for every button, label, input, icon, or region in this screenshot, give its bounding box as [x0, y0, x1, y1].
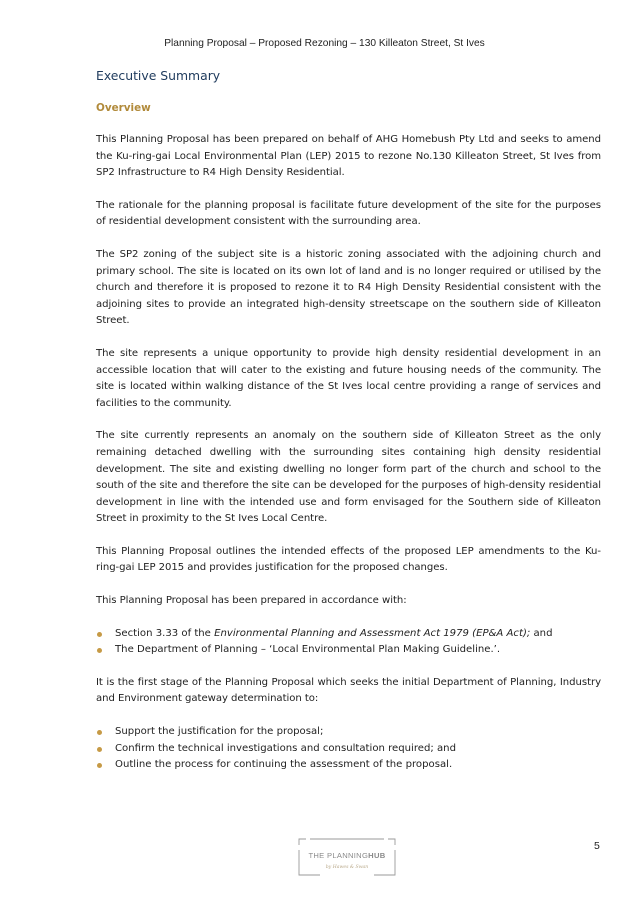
logo-wordmark: [298, 851, 396, 860]
running-header: Planning Proposal – Proposed Rezoning – 130 Killeaton Street, St Ives: [164, 38, 485, 49]
planning-hub-logo: [298, 838, 396, 876]
list-item: [96, 642, 601, 659]
list-item-text: Outline the process for continuing the assessment of the proposal.: [115, 759, 453, 771]
bullet-icon: [97, 747, 102, 752]
paragraph-anomaly: The site currently represents an anomaly on the southern side of Killeaton Street as the only remaining detached dwelling with the surrounding sites containing high density residential development. The site and existing dwelling no longer form part of the church and school to the south of the site and therefore the site can be developed for the purposes of high-density residential development in line with the intended use and form envisaged for the Southern side of Killeaton Street in proximity to the St Ives Local Centre.: [96, 430, 601, 525]
paragraph-accordance: This Planning Proposal has been prepared in accordance with:: [96, 595, 407, 607]
logo-wordmark-light: THE PLANNING: [308, 851, 369, 860]
section-subheading: Overview: [96, 102, 151, 114]
paragraph-gateway: It is the first stage of the Planning Proposal which seeks the initial Department of Planning, Industry and Environment gateway determination to:: [96, 676, 601, 705]
paragraph-sp2-zoning: The SP2 zoning of the subject site is a historic zoning associated with the adjoining church and primary school. The site is located on its own lot of land and is no longer required or utilised by the church and therefore it is proposed to rezone it to R4 High Density Residential consistent with the adjoining sites to provide an integrated high-density streetscape on the southern side of Killeaton Street.: [96, 248, 601, 327]
bullet-icon: [97, 632, 102, 637]
logo-wordmark-bold: HUB: [368, 851, 386, 860]
list-item-text: Confirm the technical investigations and consultation required; and: [115, 742, 456, 754]
list-item-suffix: and: [530, 627, 553, 639]
bullet-icon: [97, 763, 102, 768]
list-item-text: Support the justification for the proposal;: [115, 726, 324, 738]
paragraph-opportunity: The site represents a unique opportunity to provide high density residential development in an accessible location that will cater to the existing and future housing needs of the community. The site is located within walking distance of the St Ives local centre providing a range of services and facilities to the community.: [96, 347, 601, 409]
section-heading: Executive Summary: [96, 68, 221, 83]
gateway-list: [96, 724, 601, 774]
logo-tagline: by Hawes & Swan: [325, 865, 369, 870]
paragraph-outline: This Planning Proposal outlines the intended effects of the proposed LEP amendments to the Ku-ring-gai LEP 2015 and provides justification for the proposed changes.: [96, 545, 601, 574]
list-item-text: The Department of Planning – ‘Local Environmental Plan Making Guideline.’.: [115, 644, 501, 656]
paragraph-rationale: The rationale for the planning proposal is facilitate future development of the site for the purposes of residential development consistent with the surrounding area.: [96, 199, 601, 228]
list-item: [96, 757, 601, 774]
bullet-icon: [97, 730, 102, 735]
list-item: [96, 626, 601, 643]
bullet-icon: [97, 648, 102, 653]
list-item: [96, 724, 601, 741]
page-content: [96, 68, 601, 790]
accordance-list: [96, 626, 601, 659]
list-item-prefix: Section 3.33 of the: [115, 627, 215, 639]
act-title: Environmental Planning and Assessment Act 1979 (EP&A Act);: [214, 627, 531, 639]
paragraph-intro: This Planning Proposal has been prepared on behalf of AHG Homebush Pty Ltd and seeks to amend the Ku-ring-gai Local Environmental Plan (LEP) 2015 to rezone No.130 Killeaton Street, St Ives from SP2 Infrastructure to R4 High Density Residential.: [96, 134, 601, 179]
list-item: [96, 741, 601, 758]
page-number: 5: [594, 840, 600, 852]
